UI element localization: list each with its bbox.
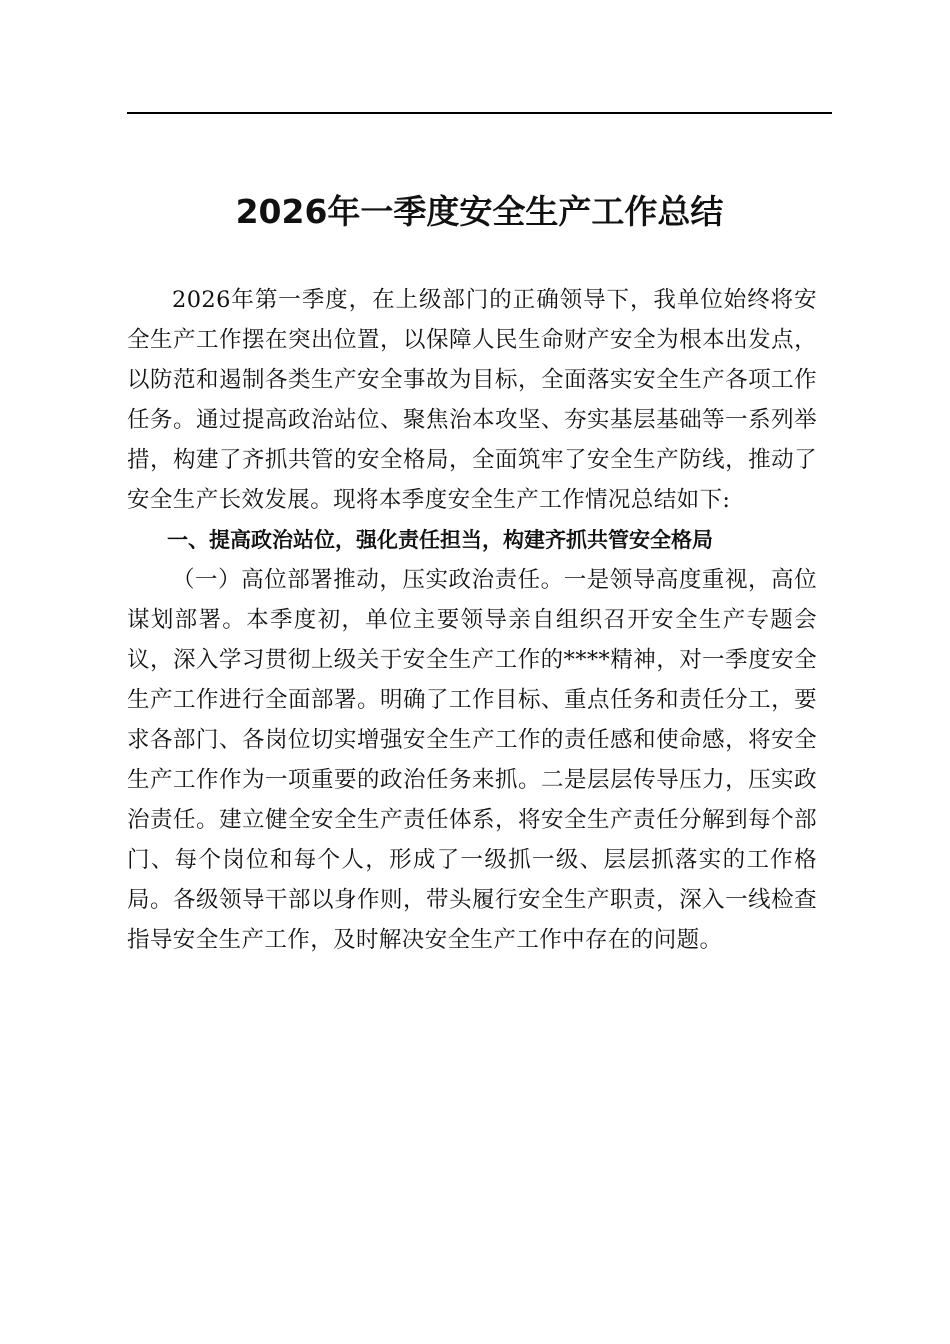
section-1-paragraph: （一）高位部署推动，压实政治责任。一是领导高度重视，高位谋划部署。本季度初，单位主要领导亲自组织召开安全生产专题会议，深入学习贯彻上级关于安全生产工作的****精神，对一季度安全生产工作进行全面部署。明确了工作目标、重点任务和责任分工，要求各部门、各岗位切实增强安全生产工作的责任感和使命感，将安全生产工作作为一项重要的政治任务来抓。二是层层传导压力，压实政治责任。建立健全安全生产责任体系，将安全生产责任分解到每个部门、每个岗位和每个人，形成了一级抓一级、层层抓落实的工作格局。各级领导干部以身作则，带头履行安全生产职责，深入一线检查指导安全生产工作，及时解决安全生产工作中存在的问题。 <box>127 567 817 953</box>
intro-paragraph: 2026年第一季度，在上级部门的正确领导下，我单位始终将安全生产工作摆在突出位置，以保障人民生命财产安全为根本出发点，以防范和遏制各类生产安全事故为目标，全面落实安全生产各项工作任务。通过提高政治站位、聚焦治本攻坚、夯实基层基础等一系列举措，构建了齐抓共管的安全格局，全面筑牢了安全生产防线，推动了安全生产长效发展。现将本季度安全生产工作情况总结如下: <box>127 287 817 513</box>
document-body <box>127 280 817 960</box>
section-1-heading: 一、提高政治站位，强化责任担当，构建齐抓共管安全格局 <box>167 528 713 552</box>
document-title: 2026年一季度安全生产工作总结 <box>235 192 724 231</box>
header-rule <box>127 112 832 114</box>
